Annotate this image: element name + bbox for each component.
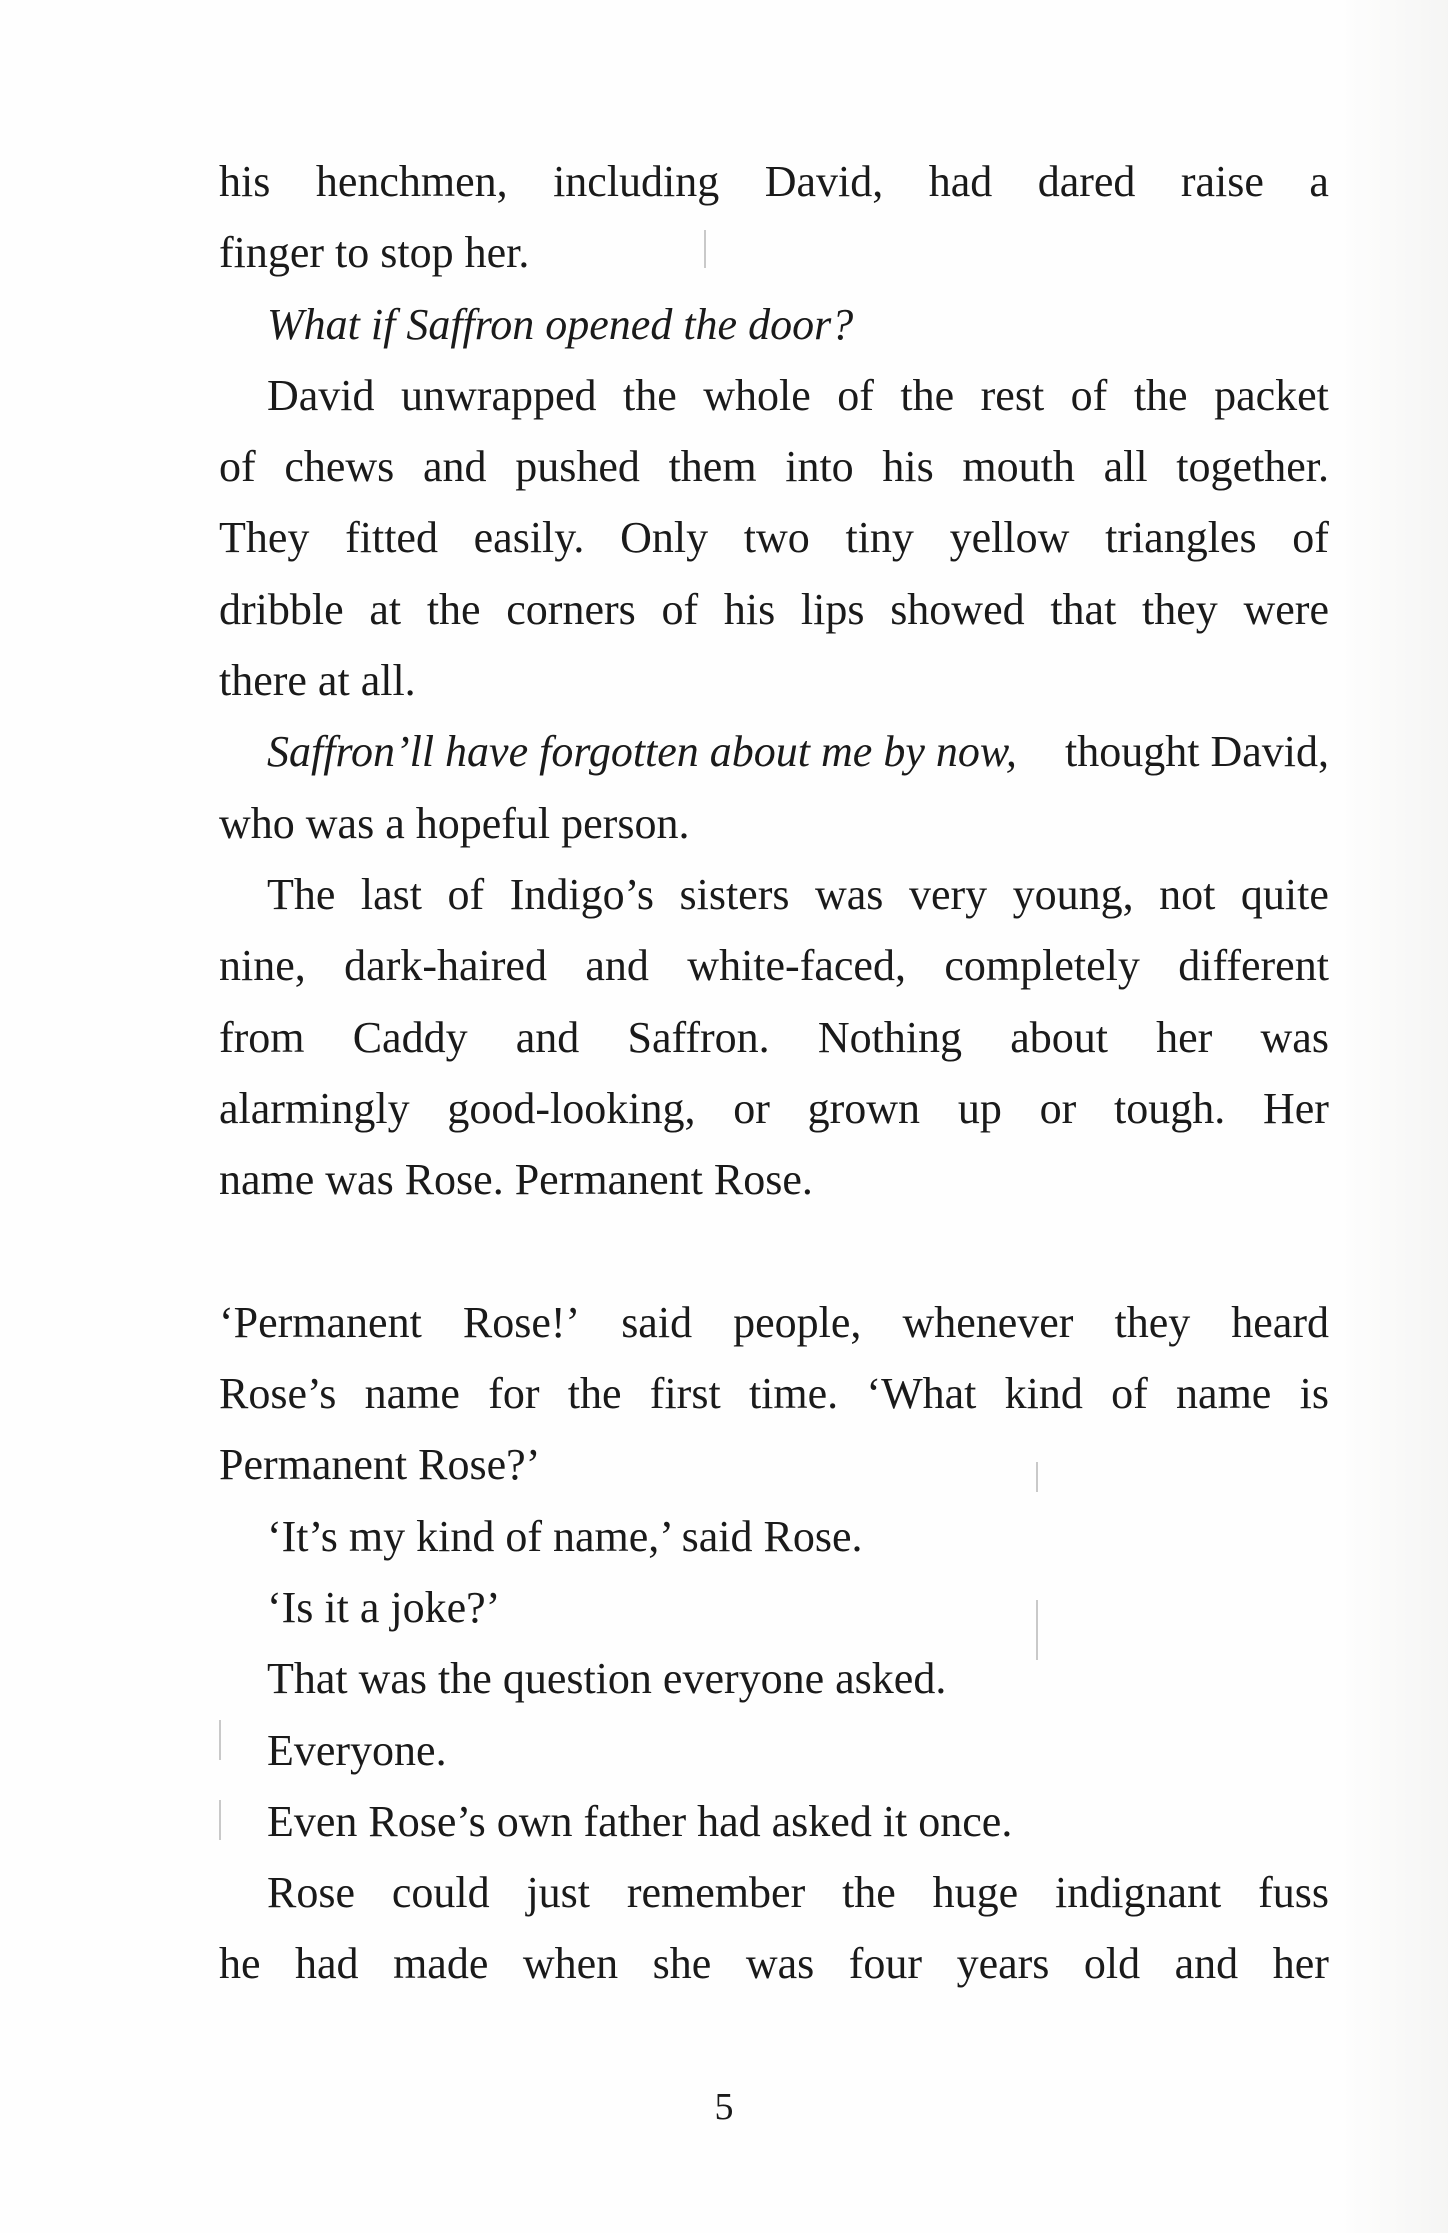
line-text: who was a hopeful person.: [219, 798, 690, 848]
text-line: [219, 716, 1329, 787]
word: when: [522, 1939, 619, 1989]
word: Rose: [267, 1868, 355, 1918]
text-line: [219, 1715, 1329, 1786]
word: Rose!’: [462, 1297, 581, 1347]
word: Caddy: [352, 1012, 468, 1062]
word: the: [842, 1868, 896, 1918]
word: they: [1114, 1297, 1191, 1347]
word: unwrapped: [401, 370, 597, 420]
section-break: [219, 1215, 1329, 1286]
line-text: thought David,: [1065, 727, 1329, 777]
word: two: [743, 513, 810, 563]
word: first: [649, 1369, 721, 1419]
word: good-looking,: [447, 1083, 696, 1133]
word: just: [526, 1868, 591, 1918]
word: the: [623, 370, 677, 420]
word: they: [1142, 584, 1218, 634]
word: easily.: [473, 513, 585, 563]
word: could: [391, 1868, 490, 1918]
line-text: Everyone.: [267, 1725, 447, 1775]
word: was: [1260, 1012, 1329, 1062]
word: of: [1292, 513, 1329, 563]
text-line: [219, 1287, 1329, 1358]
text-line: [219, 1358, 1329, 1429]
italic-line-text: What if Saffron opened the door?: [267, 299, 854, 349]
word: of: [837, 370, 874, 420]
word: or: [1039, 1083, 1077, 1133]
word: and: [423, 442, 487, 492]
line-text: there at all.: [219, 656, 416, 706]
text-line: [219, 1144, 1329, 1215]
word: were: [1243, 584, 1329, 634]
word: his: [723, 584, 776, 634]
word: Saffron.: [627, 1012, 770, 1062]
word: years: [956, 1939, 1050, 1989]
word: David: [267, 370, 375, 420]
word: ‘What: [866, 1369, 977, 1419]
page-number: 5: [714, 2086, 734, 2128]
word: tough.: [1113, 1083, 1226, 1133]
text-line: [219, 1572, 1329, 1643]
word: her: [1272, 1939, 1329, 1989]
word: Only: [620, 513, 709, 563]
word: all: [1103, 442, 1148, 492]
word: young,: [1012, 869, 1134, 919]
text-line: [219, 1928, 1329, 1999]
word: from: [219, 1012, 305, 1062]
word: Nothing: [817, 1012, 963, 1062]
word: a: [1309, 157, 1329, 206]
word: henchmen,: [315, 157, 508, 206]
word: remember: [626, 1868, 806, 1918]
word: the: [900, 370, 955, 420]
word: whole: [703, 370, 811, 420]
text-line: [219, 360, 1329, 431]
word: not: [1159, 869, 1216, 919]
word: had: [928, 157, 993, 206]
word: kind: [1004, 1369, 1083, 1419]
line-text: ‘It’s my kind of name,’ said Rose.: [267, 1511, 863, 1561]
text-line: [219, 146, 1329, 217]
word: her: [1156, 1012, 1213, 1062]
word: huge: [932, 1868, 1019, 1918]
word: was: [814, 869, 884, 919]
word: including: [553, 157, 720, 206]
word: sisters: [679, 869, 790, 919]
word: that: [1050, 584, 1117, 634]
text-line: [219, 431, 1329, 502]
word: at: [369, 584, 402, 634]
text-line: [219, 1002, 1329, 1073]
text-line: [219, 1501, 1329, 1572]
word: last: [360, 869, 423, 919]
word: up: [957, 1083, 1002, 1133]
word: made: [393, 1939, 489, 1989]
word: nine,: [219, 941, 306, 991]
word: was: [745, 1939, 815, 1989]
text-line: [219, 930, 1329, 1001]
text-line: [219, 1786, 1329, 1857]
word: ‘Permanent: [219, 1297, 422, 1347]
text-line: [219, 788, 1329, 859]
word: of: [1070, 370, 1108, 420]
text-line: [219, 1429, 1329, 1500]
word: rest: [980, 370, 1045, 420]
text-line: [219, 1073, 1329, 1144]
word: the: [1133, 370, 1188, 420]
word: them: [668, 442, 757, 492]
word: grown: [807, 1083, 921, 1133]
text-line: [219, 217, 1329, 288]
page-edge-shadow: [1338, 0, 1448, 2233]
word: yellow: [949, 513, 1070, 563]
word: four: [848, 1939, 923, 1989]
word: dribble: [219, 584, 344, 634]
word: triangles: [1105, 513, 1257, 563]
line-text: name was Rose. Permanent Rose.: [219, 1155, 813, 1205]
word: very: [908, 869, 988, 919]
line-text: Permanent Rose?’: [219, 1440, 541, 1490]
word: white-faced,: [687, 941, 906, 991]
text-line: [219, 574, 1329, 645]
line-text: finger to stop her.: [219, 228, 530, 278]
word: whenever: [902, 1297, 1074, 1347]
word: The: [267, 869, 336, 919]
italic-line-text: Saffron’ll have forgotten about me by now,: [267, 727, 1017, 777]
text-line: [219, 289, 1329, 360]
word: of: [661, 584, 699, 634]
word: for: [488, 1369, 540, 1419]
word: and: [1174, 1939, 1239, 1989]
word: name: [1176, 1369, 1272, 1419]
word: indignant: [1055, 1868, 1222, 1918]
word: pushed: [515, 442, 640, 492]
word: raise: [1180, 157, 1264, 206]
word: his: [219, 157, 271, 206]
word: time.: [748, 1369, 839, 1419]
text-line: [219, 859, 1329, 930]
word: is: [1299, 1369, 1329, 1419]
word: or: [733, 1083, 770, 1133]
word: and: [585, 941, 649, 991]
word: together.: [1176, 442, 1329, 492]
body-text: [219, 146, 1329, 2000]
word: chews: [284, 442, 395, 492]
line-text: That was the question everyone asked.: [267, 1654, 947, 1704]
word: dared: [1037, 157, 1136, 206]
word: had: [295, 1939, 359, 1989]
word: and: [515, 1012, 580, 1062]
word: different: [1178, 941, 1329, 991]
line-text: Even Rose’s own father had asked it once.: [267, 1796, 1013, 1846]
word: lips: [800, 584, 865, 634]
word: his: [882, 442, 934, 492]
word: old: [1083, 1939, 1141, 1989]
word: packet: [1214, 370, 1329, 420]
word: people,: [733, 1297, 862, 1347]
word: alarmingly: [219, 1083, 410, 1133]
word: the: [567, 1369, 622, 1419]
word: name: [364, 1369, 460, 1419]
word: Indigo’s: [509, 869, 654, 919]
word: he: [219, 1939, 261, 1989]
word: of: [219, 442, 256, 492]
word: They: [219, 513, 310, 563]
word: about: [1010, 1012, 1108, 1062]
text-line: [219, 1643, 1329, 1714]
text-line: [219, 645, 1329, 716]
word: into: [785, 442, 854, 492]
word: showed: [890, 584, 1025, 634]
word: corners: [506, 584, 636, 634]
word: she: [652, 1939, 712, 1989]
word: fitted: [345, 513, 438, 563]
text-line: [219, 1857, 1329, 1928]
word: heard: [1231, 1297, 1329, 1347]
line-text: ‘Is it a joke?’: [267, 1582, 501, 1632]
text-line: [219, 502, 1329, 573]
word: fuss: [1258, 1868, 1329, 1918]
word: Rose’s: [219, 1369, 337, 1419]
word: mouth: [962, 442, 1075, 492]
word: David,: [764, 157, 884, 206]
word: the: [426, 584, 481, 634]
word: dark-haired: [344, 941, 547, 991]
word: of: [1111, 1369, 1148, 1419]
word: completely: [944, 941, 1140, 991]
word: quite: [1240, 869, 1329, 919]
word: of: [447, 869, 485, 919]
word: said: [621, 1297, 693, 1347]
word: tiny: [845, 513, 914, 563]
word: Her: [1262, 1083, 1329, 1133]
